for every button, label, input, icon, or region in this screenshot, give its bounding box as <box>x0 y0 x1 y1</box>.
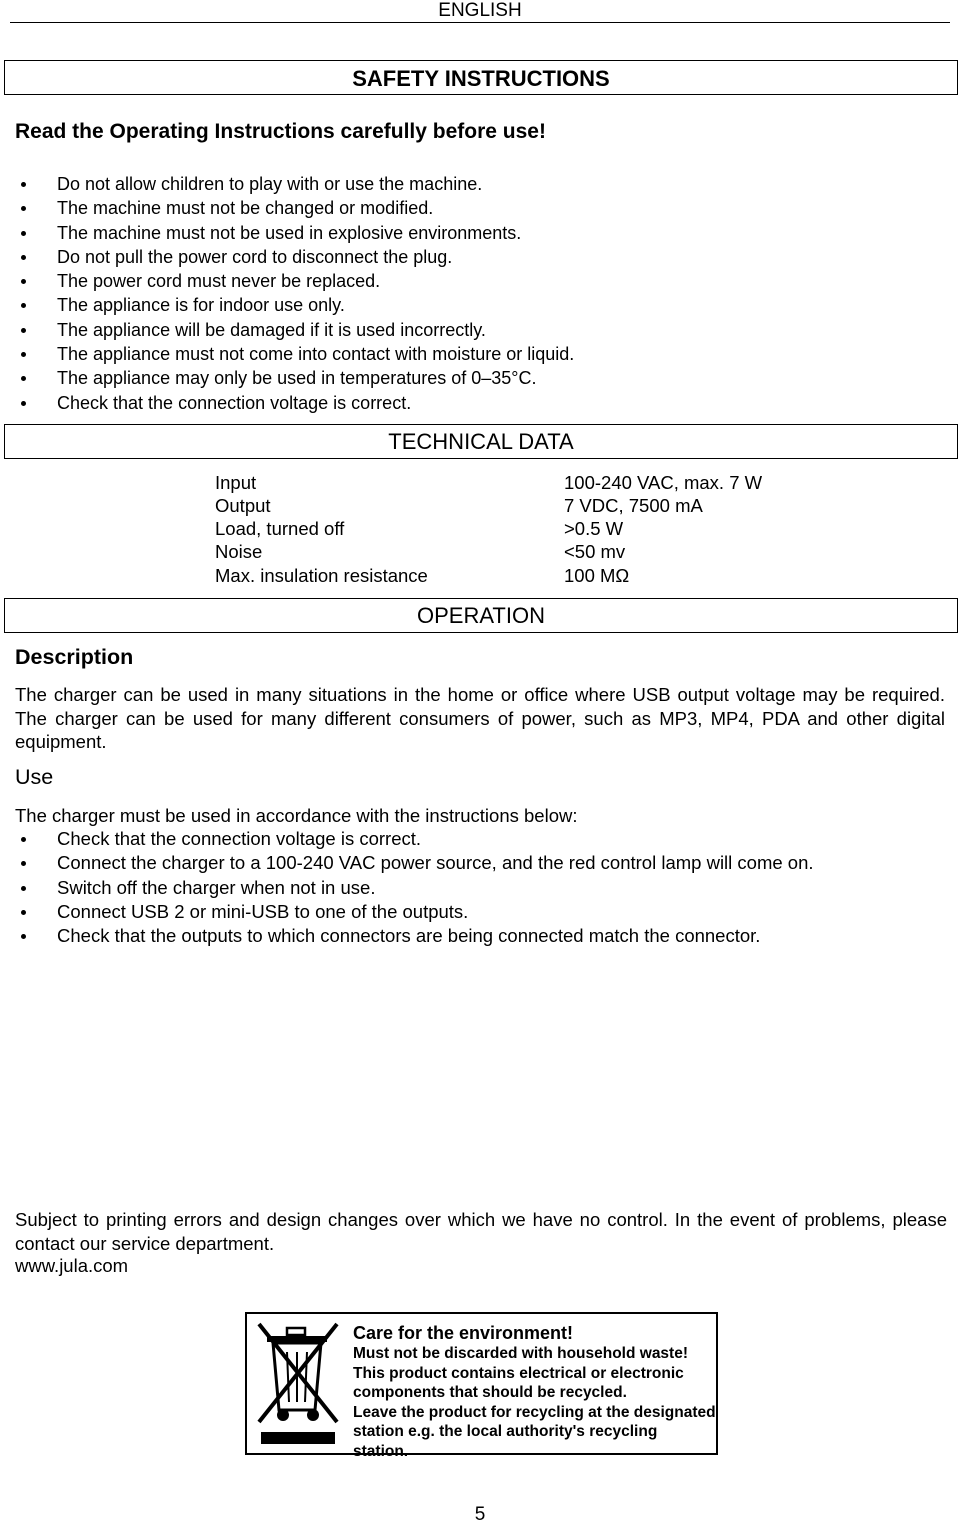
use-list <box>0 827 960 948</box>
safety-title-box <box>4 60 958 95</box>
environment-notice-line: station e.g. the local authority's recycling station. <box>353 1423 658 1460</box>
website-text: www.jula.com <box>15 1255 129 1276</box>
environment-notice-line: Leave the product for recycling at the designated <box>353 1403 716 1421</box>
safety-item: The appliance must not come into contact with moisture or liquid. <box>0 342 960 366</box>
operation-title-box <box>4 598 958 633</box>
operation-title: OPERATION <box>417 603 545 628</box>
safety-item: Check that the connection voltage is correct. <box>0 391 960 415</box>
description-heading: Description <box>15 645 134 669</box>
environment-notice-line: Must not be discarded with household waste! <box>353 1345 688 1362</box>
safety-item: Do not pull the power cord to disconnect the plug. <box>0 245 960 269</box>
use-intro: The charger must be used in accordance with the instructions below: <box>15 805 578 826</box>
use-item: Connect the charger to a 100-240 VAC power source, and the red control lamp will come on. <box>0 851 960 875</box>
technical-value: 7 VDC, 7500 mA <box>564 495 703 516</box>
disclaimer-text: Subject to printing errors and design changes over which we have no control. In the event of problems, please contact our service department. <box>15 1209 947 1254</box>
technical-title: TECHNICAL DATA <box>388 429 574 454</box>
technical-value: 100-240 VAC, max. 7 W <box>564 472 763 493</box>
safety-list <box>0 172 960 415</box>
use-item: Check that the outputs to which connectors are being connected match the connector. <box>0 924 960 948</box>
crossed-bin-icon <box>253 1318 343 1450</box>
environment-notice-title: Care for the environment! <box>353 1323 574 1343</box>
use-heading: Use <box>15 765 54 789</box>
header-divider <box>10 22 950 23</box>
header-language: ENGLISH <box>438 0 522 21</box>
environment-notice-box <box>245 1312 718 1460</box>
technical-value: 100 MΩ <box>564 565 630 586</box>
page-number: 5 <box>474 1504 486 1525</box>
safety-item: The machine must not be changed or modified. <box>0 196 960 220</box>
safety-item: Do not allow children to play with or use the machine. <box>0 172 960 196</box>
safety-item: The appliance will be damaged if it is used incorrectly. <box>0 318 960 342</box>
environment-notice-line: components that should be recycled. <box>353 1384 627 1401</box>
safety-item: The appliance is for indoor use only. <box>0 293 960 317</box>
technical-value: <50 mv <box>564 541 626 562</box>
safety-title: SAFETY INSTRUCTIONS <box>352 66 610 91</box>
environment-notice-line: This product contains electrical or electronic <box>353 1364 684 1382</box>
technical-label: Output <box>215 495 271 516</box>
technical-label: Load, turned off <box>215 518 345 539</box>
description-text: The charger can be used in many situations in the home or office where USB output voltage may be required. The charger can be used for many different consumers of power, such as MP3, MP4, PDA and other digital equipment. <box>15 684 945 752</box>
technical-title-box <box>4 424 958 459</box>
safety-intro: Read the Operating Instructions carefully before use! <box>15 120 546 143</box>
safety-item: The appliance may only be used in temperatures of 0–35°C. <box>0 366 960 390</box>
safety-item: The machine must not be used in explosive environments. <box>0 221 960 245</box>
technical-label: Noise <box>215 541 263 562</box>
technical-label: Input <box>215 472 257 493</box>
use-item: Check that the connection voltage is correct. <box>0 827 960 851</box>
environment-notice-text <box>353 1322 716 1461</box>
use-item: Connect USB 2 or mini-USB to one of the outputs. <box>0 900 960 924</box>
use-item: Switch off the charger when not in use. <box>0 876 960 900</box>
technical-label: Max. insulation resistance <box>215 565 428 586</box>
safety-item: The power cord must never be replaced. <box>0 269 960 293</box>
technical-value: >0.5 W <box>564 518 624 539</box>
